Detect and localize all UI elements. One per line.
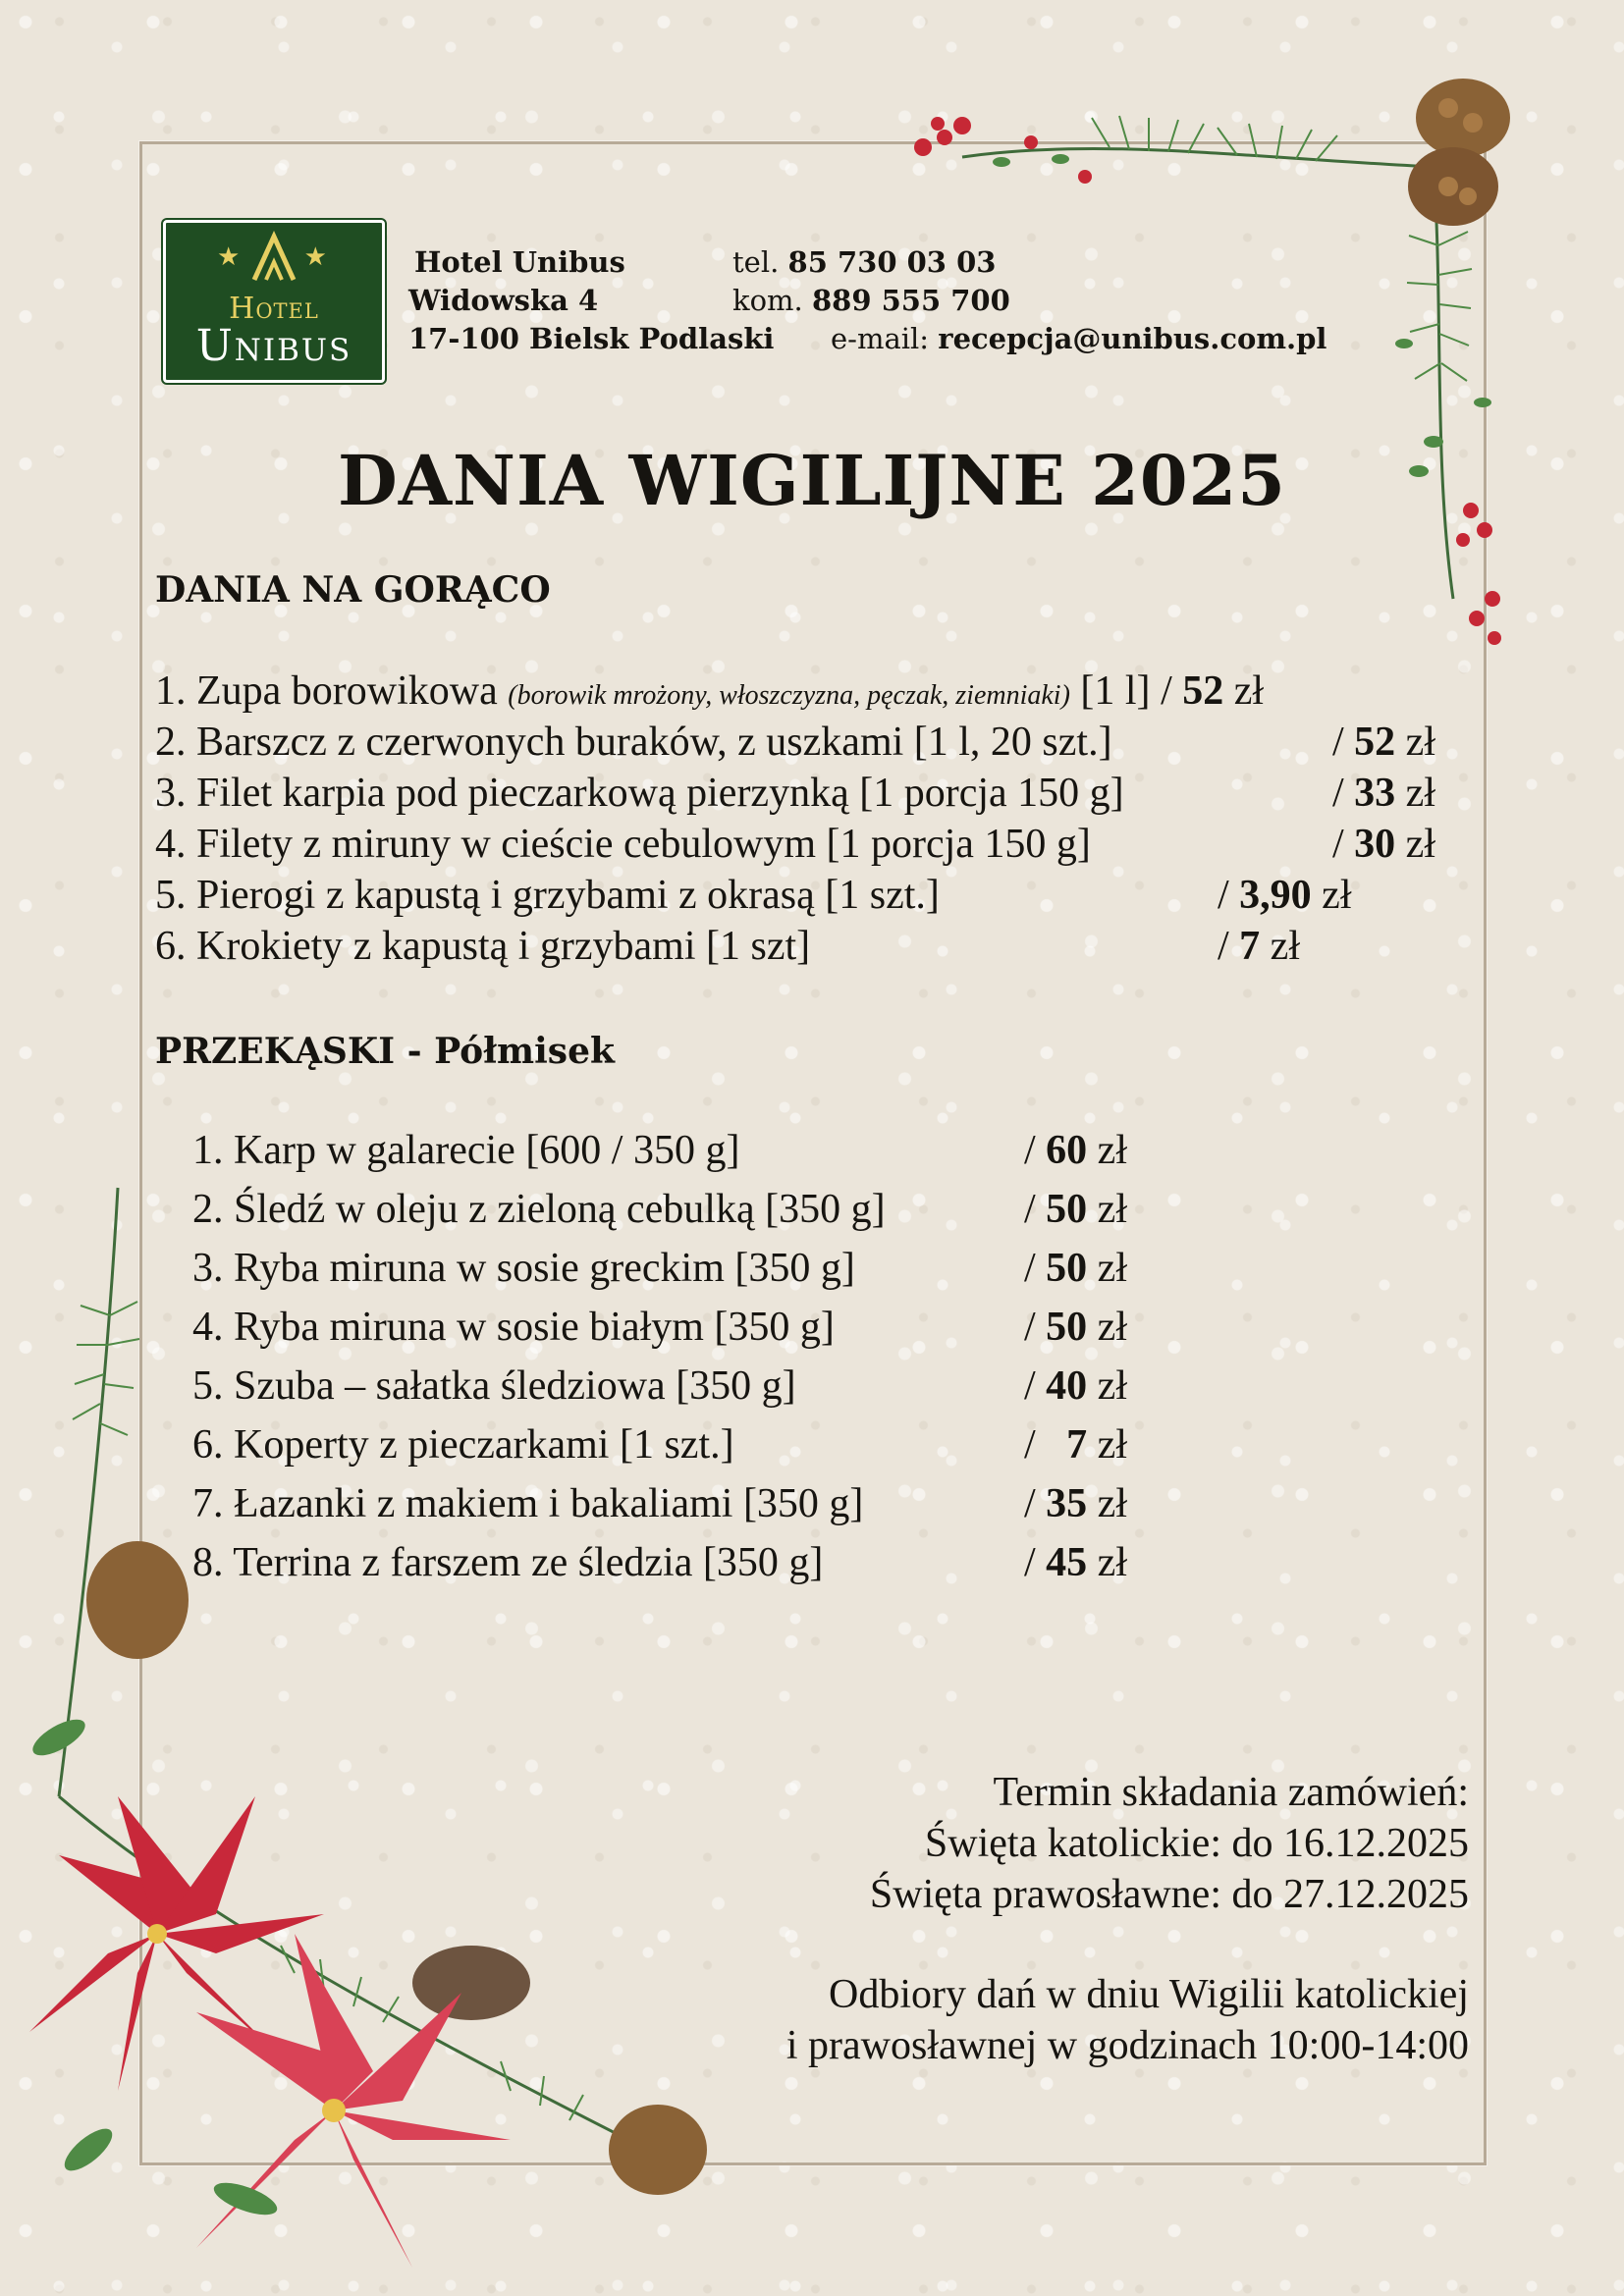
appetizer-item-1-price: / 60 zł: [1024, 1128, 1127, 1173]
mobile-label: kom.: [732, 284, 803, 317]
hot-item-3-price: / 33 zł: [1332, 771, 1435, 816]
deadline-catholic: Święta katolickie: do 16.12.2025: [924, 1821, 1469, 1866]
pine-corner-decoration-icon: [884, 49, 1571, 687]
pickup-line-2: i prawosławnej w godzinach 10:00-14:00: [785, 2023, 1469, 2068]
logo-mountain-icon: [250, 231, 298, 282]
phone-value[interactable]: 85 730 03 03: [787, 245, 997, 279]
page-title: DANIA WIGILIJNE 2025: [338, 440, 1286, 521]
hot-item-5-price: / 3,90 zł: [1218, 873, 1352, 918]
phone-label: tel.: [732, 245, 780, 279]
poinsettia-decoration-icon: [0, 1168, 884, 2296]
hotel-city: 17-100 Bielsk Podlaski: [408, 322, 775, 355]
appetizer-item-8: 8. Terrina z farszem ze śledzia [350 g]: [192, 1540, 824, 1585]
email-value[interactable]: recepcja@unibus.com.pl: [938, 322, 1327, 355]
appetizer-item-3-price: / 50 zł: [1024, 1246, 1127, 1291]
pickup-line-1: Odbiory dań w dniu Wigilii katolickiej: [829, 1972, 1469, 2017]
hot-dishes-heading: DANIA NA GORĄCO: [155, 569, 551, 611]
appetizers-heading: PRZEKĄSKI - Półmisek: [155, 1031, 615, 1072]
appetizer-item-7-price: / 35 zł: [1024, 1481, 1127, 1526]
mobile-value[interactable]: 889 555 700: [811, 284, 1010, 317]
hot-item-1: 1. Zupa borowikowa (borowik mrożony, włoszczyzna, pęczak, ziemniaki) [1 l] / 52 zł: [155, 668, 1265, 714]
logo-text-hotel: Hotel: [229, 292, 319, 326]
appetizer-item-4-price: / 50 zł: [1024, 1305, 1127, 1350]
hot-item-6: 6. Krokiety z kapustą i grzybami [1 szt]: [155, 924, 811, 969]
appetizer-item-8-price: / 45 zł: [1024, 1540, 1127, 1585]
logo-stars-icon: ★ ★: [217, 242, 331, 272]
appetizer-item-7: 7. Łazanki z makiem i bakaliami [350 g]: [192, 1481, 864, 1526]
deadline-orthodox: Święta prawosławne: do 27.12.2025: [869, 1872, 1469, 1917]
hotel-logo: [163, 220, 385, 383]
hot-item-3: 3. Filet karpia pod pieczarkową pierzynką [1 porcja 150 g]: [155, 771, 1124, 816]
email-label: e-mail:: [831, 322, 930, 355]
hotel-name: Hotel Unibus: [414, 245, 625, 279]
appetizer-item-6-price: / 7 zł: [1024, 1422, 1127, 1468]
appetizer-item-4: 4. Ryba miruna w sosie białym [350 g]: [192, 1305, 835, 1350]
appetizer-item-6: 6. Koperty z pieczarkami [1 szt.]: [192, 1422, 734, 1468]
deadline-heading: Termin składania zamówień:: [993, 1770, 1469, 1815]
hot-item-4-price: / 30 zł: [1332, 822, 1435, 867]
appetizer-item-5-price: / 40 zł: [1024, 1363, 1127, 1409]
appetizer-item-5: 5. Szuba – sałatka śledziowa [350 g]: [192, 1363, 796, 1409]
appetizer-item-1: 1. Karp w galarecie [600 / 350 g]: [192, 1128, 740, 1173]
hot-item-2-price: / 52 zł: [1332, 720, 1435, 765]
logo-text-name: Unibus: [195, 321, 352, 371]
appetizer-item-2-price: / 50 zł: [1024, 1187, 1127, 1232]
hot-item-5: 5. Pierogi z kapustą i grzybami z okrasą [1 szt.]: [155, 873, 940, 918]
appetizer-item-3: 3. Ryba miruna w sosie greckim [350 g]: [192, 1246, 855, 1291]
hotel-street: Widowska 4: [408, 284, 599, 317]
hot-item-2: 2. Barszcz z czerwonych buraków, z uszkami [1 l, 20 szt.]: [155, 720, 1112, 765]
hot-item-6-price: / 7 zł: [1218, 924, 1300, 969]
hot-item-4: 4. Filety z miruny w cieście cebulowym [1 porcja 150 g]: [155, 822, 1091, 867]
appetizer-item-2: 2. Śledź w oleju z zieloną cebulką [350 g]: [192, 1187, 886, 1232]
